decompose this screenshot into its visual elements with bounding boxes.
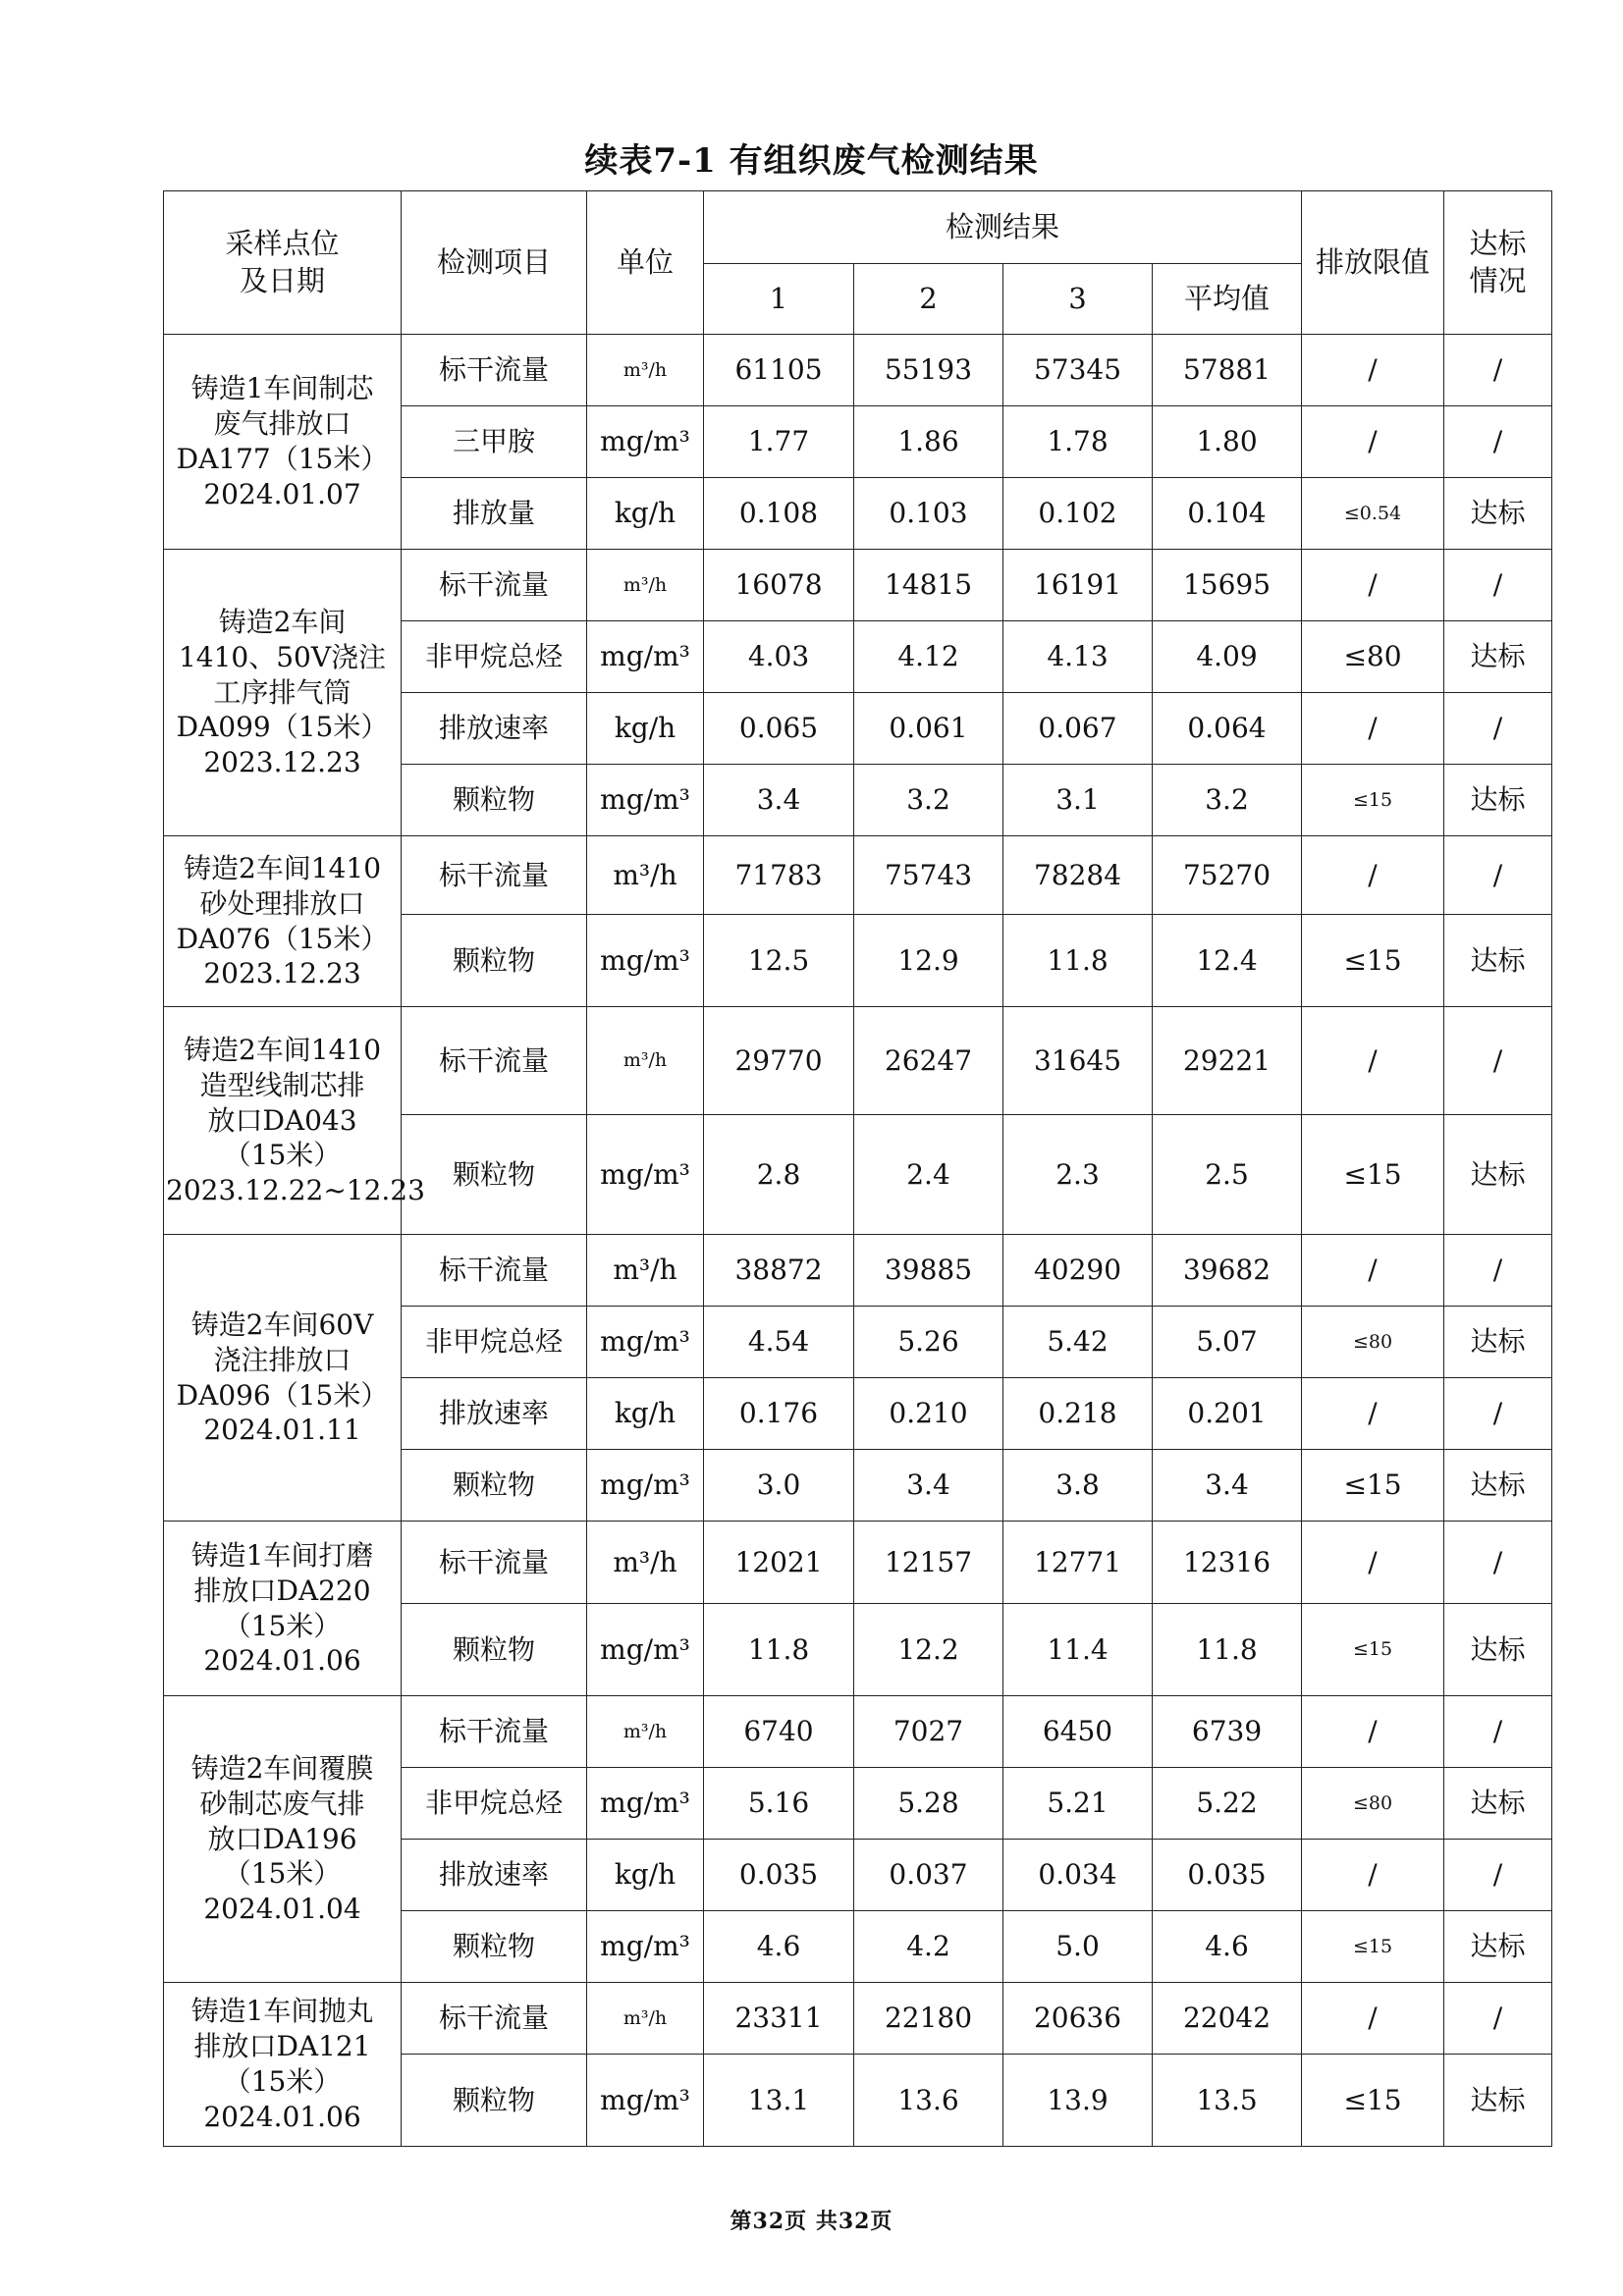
limit-cell: ≤15 xyxy=(1302,765,1444,836)
status-cell: / xyxy=(1444,1235,1552,1307)
sampling-site-cell: 铸造1车间抛丸 排放口DA121 （15米） 2024.01.06 xyxy=(164,1983,402,2147)
result-v3-cell: 57345 xyxy=(1003,335,1153,406)
emission-results-table xyxy=(163,190,1552,2147)
header-avg: 平均值 xyxy=(1153,264,1302,335)
result-v1-cell: 11.8 xyxy=(704,1604,854,1696)
item-cell: 排放速率 xyxy=(402,1840,587,1911)
result-v2-cell: 4.2 xyxy=(854,1911,1003,1983)
result-v2-cell: 12.9 xyxy=(854,915,1003,1007)
result-v3-cell: 12771 xyxy=(1003,1522,1153,1604)
unit-cell: mg/m³ xyxy=(587,2055,704,2147)
result-v1-cell: 13.1 xyxy=(704,2055,854,2147)
item-cell: 颗粒物 xyxy=(402,1450,587,1522)
sampling-site-cell: 铸造1车间制芯 废气排放口 DA177（15米） 2024.01.07 xyxy=(164,335,402,550)
limit-cell: ≤80 xyxy=(1302,621,1444,693)
unit-cell: mg/m³ xyxy=(587,621,704,693)
status-cell: / xyxy=(1444,1696,1552,1768)
avg-cell: 3.2 xyxy=(1153,765,1302,836)
result-v3-cell: 13.9 xyxy=(1003,2055,1153,2147)
avg-cell: 12316 xyxy=(1153,1522,1302,1604)
item-cell: 标干流量 xyxy=(402,836,587,915)
limit-cell: / xyxy=(1302,693,1444,765)
status-cell: / xyxy=(1444,550,1552,621)
result-v1-cell: 12021 xyxy=(704,1522,854,1604)
result-v3-cell: 40290 xyxy=(1003,1235,1153,1307)
result-v2-cell: 26247 xyxy=(854,1007,1003,1115)
item-cell: 三甲胺 xyxy=(402,406,587,478)
unit-cell: kg/h xyxy=(587,478,704,550)
result-v1-cell: 4.03 xyxy=(704,621,854,693)
sampling-site-cell: 铸造2车间1410 砂处理排放口 DA076（15米） 2023.12.23 xyxy=(164,836,402,1007)
result-v2-cell: 13.6 xyxy=(854,2055,1003,2147)
result-v1-cell: 4.6 xyxy=(704,1911,854,1983)
limit-cell: ≤15 xyxy=(1302,2055,1444,2147)
limit-cell: ≤80 xyxy=(1302,1307,1444,1378)
unit-cell: kg/h xyxy=(587,1840,704,1911)
avg-cell: 3.4 xyxy=(1153,1450,1302,1522)
avg-cell: 5.22 xyxy=(1153,1768,1302,1840)
item-cell: 颗粒物 xyxy=(402,2055,587,2147)
limit-cell: ≤80 xyxy=(1302,1768,1444,1840)
header-results: 检测结果 xyxy=(704,191,1302,264)
unit-cell: m³/h xyxy=(587,1235,704,1307)
limit-cell: / xyxy=(1302,406,1444,478)
item-cell: 非甲烷总烃 xyxy=(402,1768,587,1840)
sampling-site-cell: 铸造2车间覆膜 砂制芯废气排 放口DA196 （15米） 2024.01.04 xyxy=(164,1696,402,1983)
result-v3-cell: 0.067 xyxy=(1003,693,1153,765)
result-v2-cell: 5.26 xyxy=(854,1307,1003,1378)
item-cell: 标干流量 xyxy=(402,1522,587,1604)
result-v2-cell: 4.12 xyxy=(854,621,1003,693)
unit-cell: mg/m³ xyxy=(587,1307,704,1378)
item-cell: 颗粒物 xyxy=(402,1115,587,1235)
item-cell: 非甲烷总烃 xyxy=(402,621,587,693)
avg-cell: 39682 xyxy=(1153,1235,1302,1307)
result-v1-cell: 16078 xyxy=(704,550,854,621)
status-cell: 达标 xyxy=(1444,1450,1552,1522)
unit-cell: m³/h xyxy=(587,335,704,406)
item-cell: 颗粒物 xyxy=(402,1604,587,1696)
unit-cell: m³/h xyxy=(587,550,704,621)
status-cell: / xyxy=(1444,335,1552,406)
limit-cell: / xyxy=(1302,1522,1444,1604)
result-v2-cell: 7027 xyxy=(854,1696,1003,1768)
header-r1: 1 xyxy=(704,264,854,335)
limit-cell: / xyxy=(1302,1696,1444,1768)
avg-cell: 22042 xyxy=(1153,1983,1302,2055)
result-v1-cell: 2.8 xyxy=(704,1115,854,1235)
unit-cell: mg/m³ xyxy=(587,1450,704,1522)
limit-cell: ≤0.54 xyxy=(1302,478,1444,550)
status-cell: 达标 xyxy=(1444,765,1552,836)
status-cell: 达标 xyxy=(1444,621,1552,693)
limit-cell: ≤15 xyxy=(1302,1115,1444,1235)
status-cell: / xyxy=(1444,693,1552,765)
avg-cell: 57881 xyxy=(1153,335,1302,406)
unit-cell: mg/m³ xyxy=(587,1911,704,1983)
status-cell: / xyxy=(1444,1007,1552,1115)
unit-cell: mg/m³ xyxy=(587,1115,704,1235)
header-r3: 3 xyxy=(1003,264,1153,335)
result-v3-cell: 5.0 xyxy=(1003,1911,1153,1983)
avg-cell: 4.09 xyxy=(1153,621,1302,693)
avg-cell: 0.201 xyxy=(1153,1378,1302,1450)
result-v3-cell: 1.78 xyxy=(1003,406,1153,478)
limit-cell: ≤15 xyxy=(1302,1911,1444,1983)
item-cell: 标干流量 xyxy=(402,1983,587,2055)
unit-cell: mg/m³ xyxy=(587,1604,704,1696)
table-row xyxy=(164,1235,1552,1307)
limit-cell: ≤15 xyxy=(1302,915,1444,1007)
header-r2: 2 xyxy=(854,264,1003,335)
status-cell: 达标 xyxy=(1444,478,1552,550)
table-row xyxy=(164,836,1552,915)
result-v2-cell: 22180 xyxy=(854,1983,1003,2055)
table-title: 续表7-1 有组织废气检测结果 xyxy=(584,141,1039,181)
result-v2-cell: 14815 xyxy=(854,550,1003,621)
result-v1-cell: 12.5 xyxy=(704,915,854,1007)
result-v3-cell: 31645 xyxy=(1003,1007,1153,1115)
unit-cell: m³/h xyxy=(587,1696,704,1768)
limit-cell: / xyxy=(1302,1983,1444,2055)
sampling-site-cell: 铸造1车间打磨 排放口DA220 （15米） 2024.01.06 xyxy=(164,1522,402,1696)
avg-cell: 5.07 xyxy=(1153,1307,1302,1378)
result-v3-cell: 3.8 xyxy=(1003,1450,1153,1522)
item-cell: 非甲烷总烃 xyxy=(402,1307,587,1378)
item-cell: 排放量 xyxy=(402,478,587,550)
result-v3-cell: 20636 xyxy=(1003,1983,1153,2055)
avg-cell: 0.104 xyxy=(1153,478,1302,550)
item-cell: 标干流量 xyxy=(402,1007,587,1115)
status-cell: / xyxy=(1444,1378,1552,1450)
avg-cell: 4.6 xyxy=(1153,1911,1302,1983)
unit-cell: m³/h xyxy=(587,836,704,915)
limit-cell: / xyxy=(1302,550,1444,621)
result-v3-cell: 16191 xyxy=(1003,550,1153,621)
result-v1-cell: 4.54 xyxy=(704,1307,854,1378)
table-row xyxy=(164,1522,1552,1604)
unit-cell: m³/h xyxy=(587,1522,704,1604)
page-footer: 第32页 共32页 xyxy=(730,2209,893,2234)
result-v1-cell: 3.0 xyxy=(704,1450,854,1522)
unit-cell: kg/h xyxy=(587,693,704,765)
limit-cell: ≤15 xyxy=(1302,1450,1444,1522)
result-v1-cell: 71783 xyxy=(704,836,854,915)
limit-cell: / xyxy=(1302,1007,1444,1115)
sampling-site-cell: 铸造2车间60V 浇注排放口 DA096（15米） 2024.01.11 xyxy=(164,1235,402,1522)
result-v1-cell: 23311 xyxy=(704,1983,854,2055)
result-v3-cell: 3.1 xyxy=(1003,765,1153,836)
result-v3-cell: 4.13 xyxy=(1003,621,1153,693)
status-cell: 达标 xyxy=(1444,1115,1552,1235)
result-v3-cell: 78284 xyxy=(1003,836,1153,915)
result-v1-cell: 3.4 xyxy=(704,765,854,836)
status-cell: / xyxy=(1444,1522,1552,1604)
sampling-site-cell: 铸造2车间 1410、50V浇注 工序排气筒 DA099（15米） 2023.12.23 xyxy=(164,550,402,836)
status-cell: / xyxy=(1444,1983,1552,2055)
unit-cell: kg/h xyxy=(587,1378,704,1450)
result-v1-cell: 38872 xyxy=(704,1235,854,1307)
item-cell: 排放速率 xyxy=(402,693,587,765)
status-cell: / xyxy=(1444,406,1552,478)
result-v1-cell: 6740 xyxy=(704,1696,854,1768)
status-cell: 达标 xyxy=(1444,2055,1552,2147)
result-v1-cell: 29770 xyxy=(704,1007,854,1115)
result-v2-cell: 0.061 xyxy=(854,693,1003,765)
result-v3-cell: 11.8 xyxy=(1003,915,1153,1007)
status-cell: / xyxy=(1444,836,1552,915)
result-v2-cell: 1.86 xyxy=(854,406,1003,478)
result-v1-cell: 0.108 xyxy=(704,478,854,550)
item-cell: 标干流量 xyxy=(402,550,587,621)
result-v2-cell: 12.2 xyxy=(854,1604,1003,1696)
item-cell: 标干流量 xyxy=(402,1235,587,1307)
result-v2-cell: 2.4 xyxy=(854,1115,1003,1235)
avg-cell: 12.4 xyxy=(1153,915,1302,1007)
result-v1-cell: 1.77 xyxy=(704,406,854,478)
result-v2-cell: 75743 xyxy=(854,836,1003,915)
header-limit: 排放限值 xyxy=(1302,191,1444,335)
sampling-site-cell: 铸造2车间1410 造型线制芯排 放口DA043 （15米） 2023.12.22~12.23 xyxy=(164,1007,402,1235)
header-unit: 单位 xyxy=(587,191,704,335)
table-row xyxy=(164,1007,1552,1115)
item-cell: 颗粒物 xyxy=(402,1911,587,1983)
item-cell: 排放速率 xyxy=(402,1378,587,1450)
result-v2-cell: 55193 xyxy=(854,335,1003,406)
header-site: 采样点位 及日期 xyxy=(164,191,402,335)
table-row xyxy=(164,1983,1552,2055)
avg-cell: 11.8 xyxy=(1153,1604,1302,1696)
result-v3-cell: 6450 xyxy=(1003,1696,1153,1768)
status-cell: / xyxy=(1444,1840,1552,1911)
avg-cell: 75270 xyxy=(1153,836,1302,915)
avg-cell: 15695 xyxy=(1153,550,1302,621)
result-v2-cell: 0.037 xyxy=(854,1840,1003,1911)
result-v3-cell: 5.42 xyxy=(1003,1307,1153,1378)
table-row xyxy=(164,550,1552,621)
limit-cell: / xyxy=(1302,335,1444,406)
unit-cell: mg/m³ xyxy=(587,765,704,836)
unit-cell: m³/h xyxy=(587,1983,704,2055)
result-v2-cell: 0.210 xyxy=(854,1378,1003,1450)
avg-cell: 0.064 xyxy=(1153,693,1302,765)
result-v1-cell: 0.176 xyxy=(704,1378,854,1450)
result-v1-cell: 61105 xyxy=(704,335,854,406)
result-v1-cell: 0.035 xyxy=(704,1840,854,1911)
result-v3-cell: 5.21 xyxy=(1003,1768,1153,1840)
status-cell: 达标 xyxy=(1444,1307,1552,1378)
result-v2-cell: 3.4 xyxy=(854,1450,1003,1522)
result-v2-cell: 5.28 xyxy=(854,1768,1003,1840)
table-row xyxy=(164,335,1552,406)
item-cell: 标干流量 xyxy=(402,335,587,406)
avg-cell: 6739 xyxy=(1153,1696,1302,1768)
result-v3-cell: 0.102 xyxy=(1003,478,1153,550)
result-v3-cell: 11.4 xyxy=(1003,1604,1153,1696)
result-v2-cell: 39885 xyxy=(854,1235,1003,1307)
result-v2-cell: 3.2 xyxy=(854,765,1003,836)
table-row xyxy=(164,1696,1552,1768)
status-cell: 达标 xyxy=(1444,1604,1552,1696)
item-cell: 标干流量 xyxy=(402,1696,587,1768)
avg-cell: 1.80 xyxy=(1153,406,1302,478)
unit-cell: mg/m³ xyxy=(587,406,704,478)
result-v2-cell: 0.103 xyxy=(854,478,1003,550)
status-cell: 达标 xyxy=(1444,915,1552,1007)
limit-cell: / xyxy=(1302,1378,1444,1450)
limit-cell: / xyxy=(1302,836,1444,915)
result-v1-cell: 5.16 xyxy=(704,1768,854,1840)
limit-cell: / xyxy=(1302,1235,1444,1307)
avg-cell: 29221 xyxy=(1153,1007,1302,1115)
item-cell: 颗粒物 xyxy=(402,765,587,836)
header-item: 检测项目 xyxy=(402,191,587,335)
unit-cell: m³/h xyxy=(587,1007,704,1115)
limit-cell: / xyxy=(1302,1840,1444,1911)
avg-cell: 2.5 xyxy=(1153,1115,1302,1235)
result-v3-cell: 0.218 xyxy=(1003,1378,1153,1450)
status-cell: 达标 xyxy=(1444,1911,1552,1983)
item-cell: 颗粒物 xyxy=(402,915,587,1007)
avg-cell: 13.5 xyxy=(1153,2055,1302,2147)
avg-cell: 0.035 xyxy=(1153,1840,1302,1911)
unit-cell: mg/m³ xyxy=(587,915,704,1007)
limit-cell: ≤15 xyxy=(1302,1604,1444,1696)
result-v2-cell: 12157 xyxy=(854,1522,1003,1604)
status-cell: 达标 xyxy=(1444,1768,1552,1840)
result-v1-cell: 0.065 xyxy=(704,693,854,765)
result-v3-cell: 0.034 xyxy=(1003,1840,1153,1911)
unit-cell: mg/m³ xyxy=(587,1768,704,1840)
result-v3-cell: 2.3 xyxy=(1003,1115,1153,1235)
header-status: 达标 情况 xyxy=(1444,191,1552,335)
